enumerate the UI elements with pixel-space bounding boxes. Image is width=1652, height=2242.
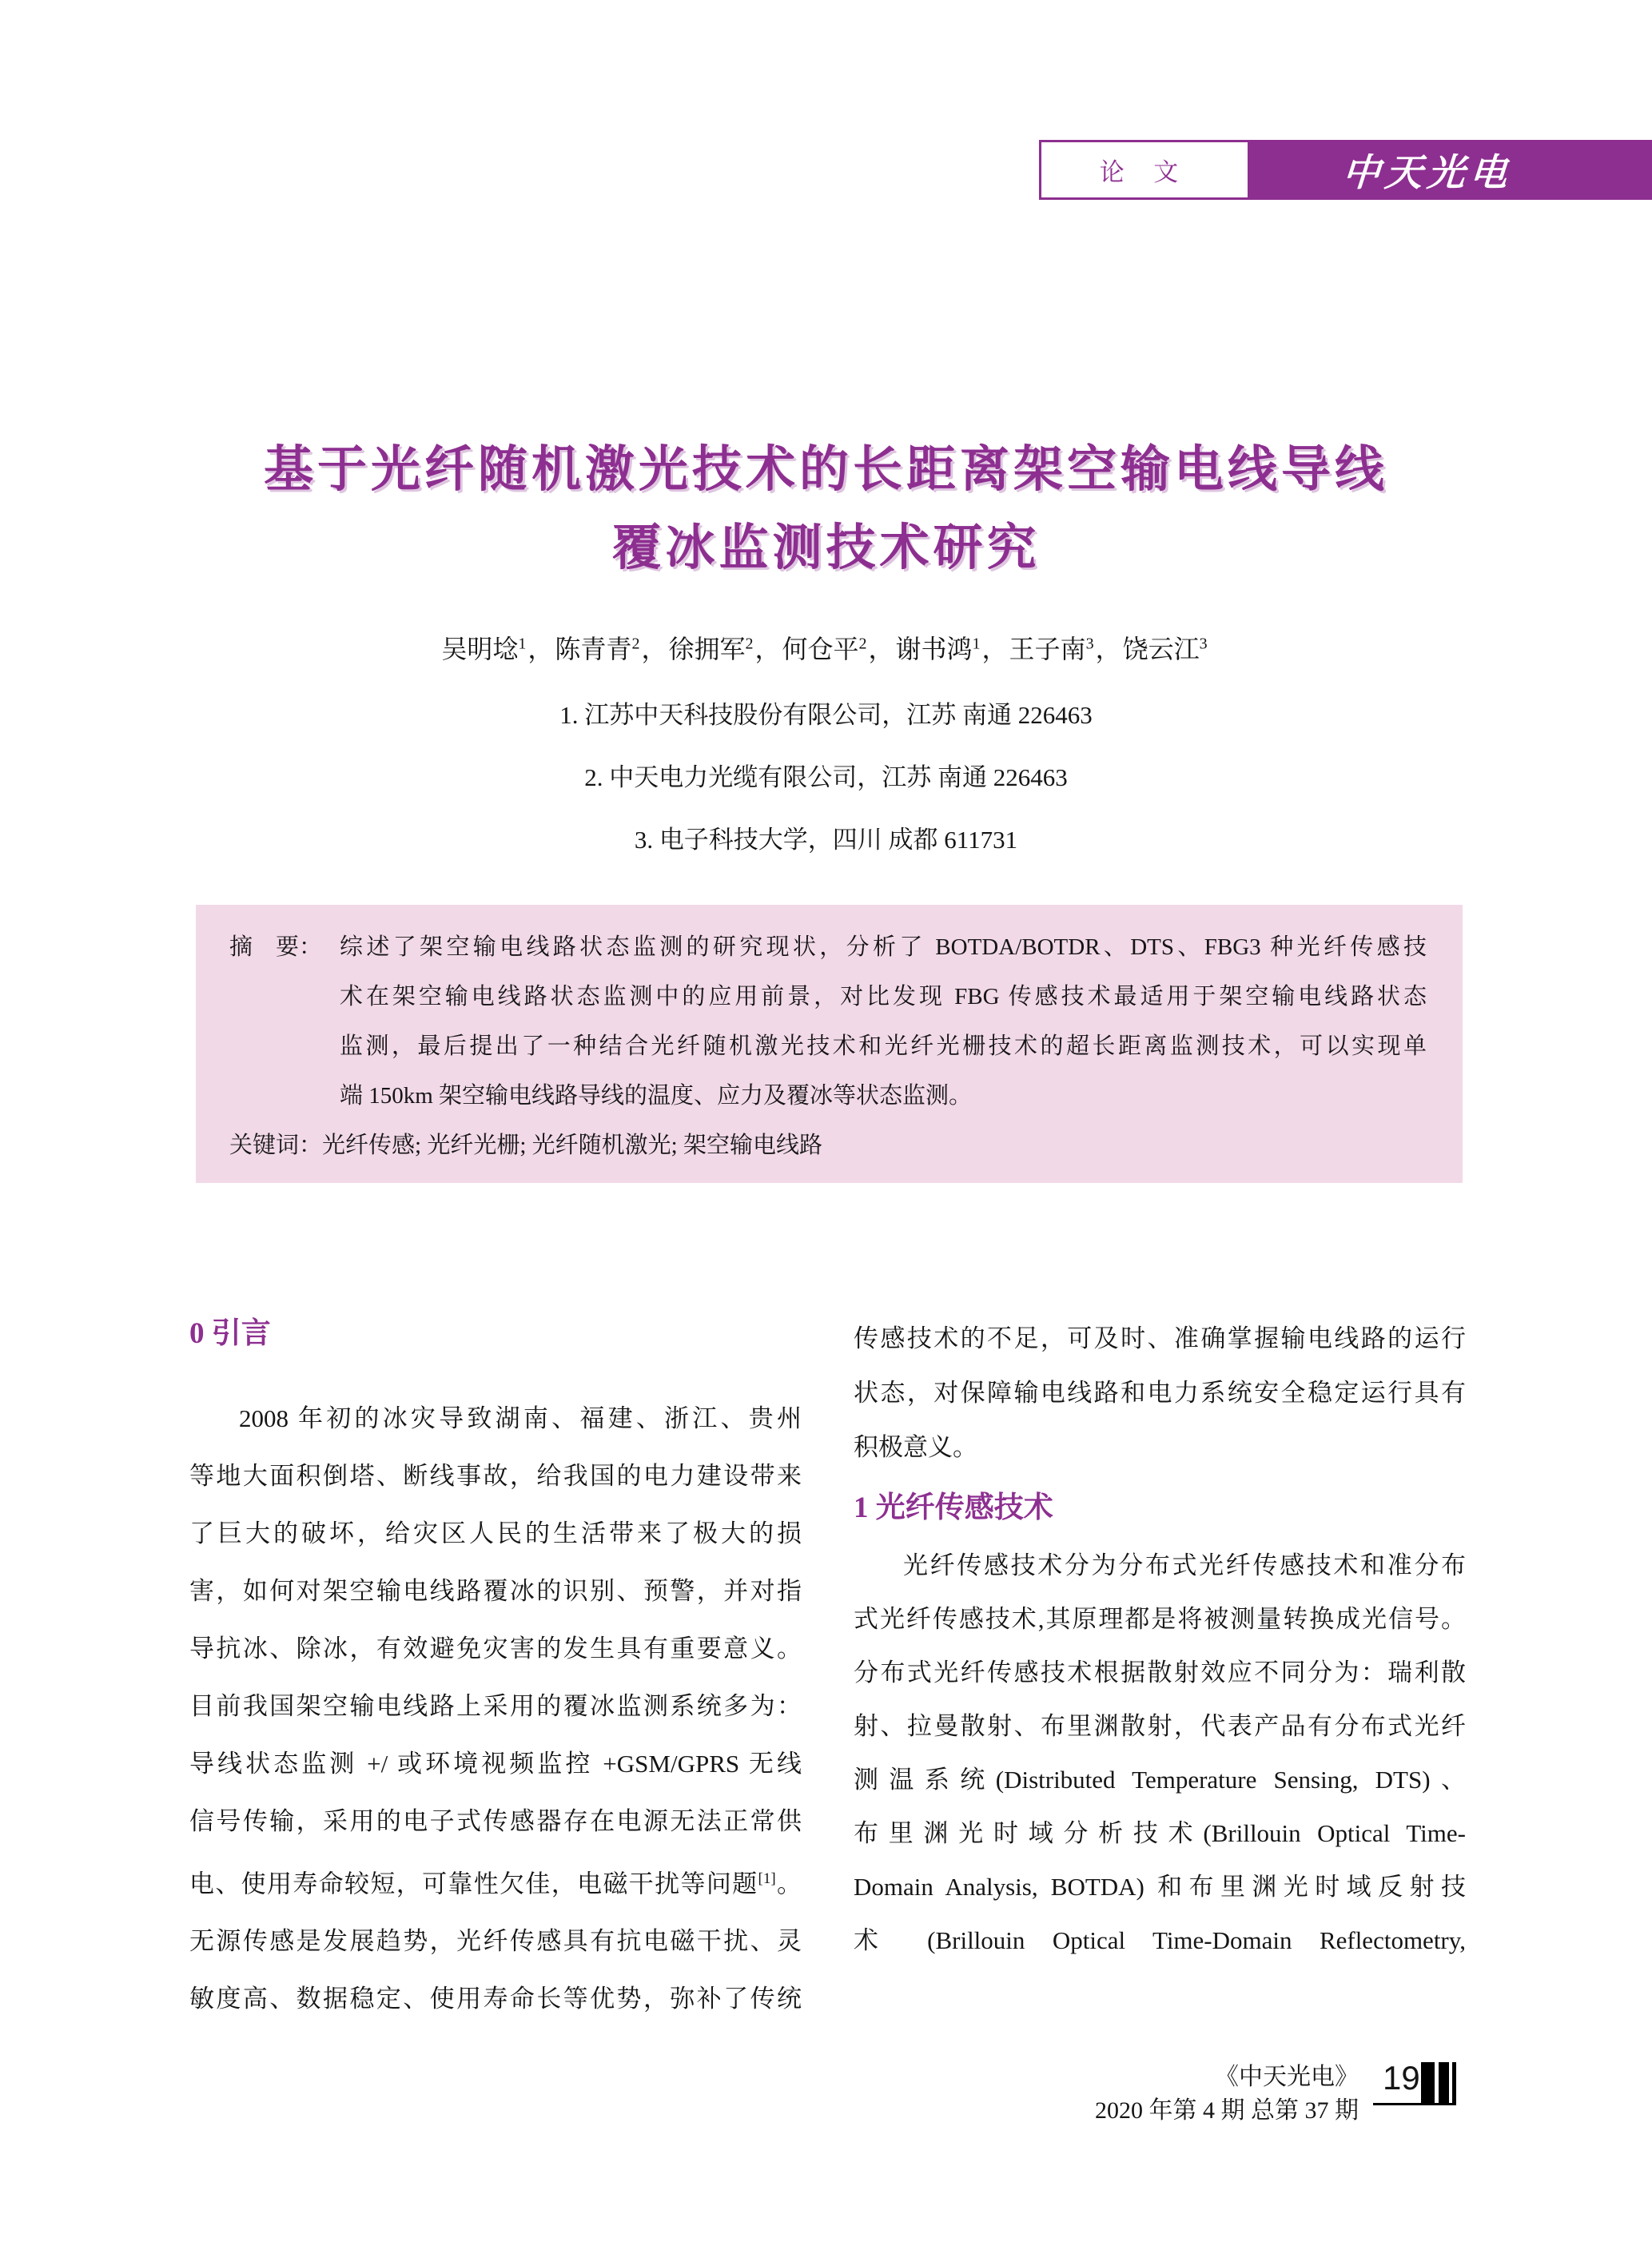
footer-issue-info: 2020 年第 4 期 总第 37 期 [1095, 2097, 1359, 2124]
affiliation-list [0, 684, 1652, 871]
abstract-text: 综述了架空输电线路状态监测的研究现状，分析了 BOTDA/BOTDR、DTS、FBG3 种光纤传感技 [340, 934, 1427, 960]
body-line: 2008 年初的冰灾导致湖南、福建、浙江、贵州 [239, 1404, 802, 1432]
author: 陈青青$^2$， [555, 634, 667, 663]
page-number-rule [1373, 2103, 1456, 2105]
body-line: 无源传感是发展趋势，光纤传感具有抗电磁干扰、灵 [189, 1927, 802, 1956]
body-line: 布里渊光时域分析技术(Brillouin Optical Time- [854, 1819, 1466, 1847]
body-line: 式光纤传感技术,其原理都是将被测量转换成光信号。 [854, 1605, 1466, 1633]
body-line: 光纤传感技术分为分布式光纤传感技术和准分布 [903, 1551, 1466, 1579]
body-line: 害，如何对架空输电线路覆冰的识别、预警，并对指 [189, 1577, 802, 1605]
body-line: 分布式光纤传感技术根据散射效应不同分为：瑞利散 [854, 1659, 1466, 1686]
author: 徐拥军$^2$， [668, 634, 781, 663]
section-heading-0: 0 引言 [189, 1317, 271, 1350]
body-line: 敏度高、数据稳定、使用寿命长等优势，弥补了传统 [189, 1985, 802, 2013]
page-number-block [1373, 2059, 1458, 2105]
body-line: 术 (Brillouin Optical Time-Domain Reflectometry, [854, 1926, 1466, 1954]
article-title-line1: 基于光纤随机激光技术的长距离架空输电线导线 [263, 443, 1388, 497]
keywords-label: 关键词： [229, 1133, 323, 1158]
abstract-line: 端 150km 架空输电线路导线的温度、应力及覆冰等状态监测。 [340, 1083, 973, 1109]
body-line: 了巨大的破坏，给灾区人民的生活带来了极大的损 [189, 1519, 802, 1547]
body-line: 测温系统(Distributed Temperature Sensing, DTS)、 [854, 1766, 1466, 1794]
author: 谢书鸿$^1$， [895, 634, 1008, 663]
author: 王子南$^3$， [1009, 634, 1121, 663]
author-list [0, 619, 1652, 673]
abstract-line: 监测，最后提出了一种结合光纤随机激光技术和光纤光栅技术的超长距离监测技术，可以实现单 [340, 1033, 1427, 1059]
body-line-with-reference: 电、使用寿命较短，可靠性欠佳，电磁干扰等问题[1]。 [189, 1870, 802, 1898]
article-title [0, 442, 1652, 576]
journal-brand-bar [1250, 140, 1652, 200]
article-type-tag [1039, 140, 1250, 200]
body-column-left [189, 1312, 802, 2028]
journal-brand-logo: 中天光电 [1340, 153, 1514, 194]
body-line: 状态，对保障输电线路和电力系统安全稳定运行具有 [854, 1379, 1466, 1407]
page-header [1039, 140, 1652, 200]
abstract-box [196, 905, 1463, 1183]
body-line: Domain Analysis, BOTDA) 和布里渊光时域反射技 [854, 1873, 1466, 1901]
footer-journal-info [1095, 2061, 1359, 2128]
author: 饶云江$^3$ [1122, 634, 1208, 663]
keywords-row [229, 1121, 1427, 1170]
author: 吴明埝$^1$， [441, 634, 554, 663]
section-heading-1: 1 光纤传感技术 [854, 1491, 1053, 1524]
abstract-line: 术在架空输电线路状态监测中的应用前景，对比发现 FBG 传感技术最适用于架空输电线路状态 [340, 984, 1427, 1009]
abstract-line [229, 922, 1427, 972]
body-line: 积极意义。 [854, 1433, 977, 1461]
body-line: 射、拉曼散射、布里渊散射，代表产品有分布式光纤 [854, 1712, 1466, 1740]
fiber-sensing-paragraph [854, 1539, 1466, 1967]
article-title-line2: 覆冰监测技术研究 [611, 521, 1041, 575]
page-number-bars-decoration [1421, 2062, 1456, 2104]
body-line: 导线状态监测 +/ 或环境视频监控 +GSM/GPRS 无线 [189, 1750, 802, 1778]
affiliation-2: 2. 中天电力光缆有限公司，江苏 南通 226463 [584, 763, 1068, 791]
body-line: 导抗冰、除冰，有效避免灾害的发生具有重要意义。 [189, 1635, 802, 1663]
body-line: 目前我国架空输电线路上采用的覆冰监测系统多为： [189, 1692, 802, 1720]
body-column-right [854, 1312, 1466, 1967]
affiliation-1: 1. 江苏中天科技股份有限公司，江苏 南通 226463 [559, 701, 1093, 729]
body-line: 信号传输，采用的电子式传感器存在电源无法正常供 [189, 1807, 802, 1835]
keywords-text: 光纤传感; 光纤光栅; 光纤随机激光; 架空输电线路 [322, 1133, 822, 1158]
affiliation-3: 3. 电子科技大学，四川 成都 611731 [634, 826, 1018, 854]
body-line: 传感技术的不足，可及时、准确掌握输电线路的运行 [854, 1324, 1466, 1352]
citation-marker: [1] [758, 1870, 776, 1887]
author: 何仓平$^2$， [782, 634, 894, 663]
abstract-label: 摘 要： [229, 934, 323, 960]
page-number: 19 [1383, 2059, 1420, 2097]
article-type-label: 论 文 [1099, 158, 1190, 186]
intro-paragraph [189, 1390, 802, 2028]
body-line: 等地大面积倒塔、断线事故，给我国的电力建设带来 [189, 1462, 802, 1490]
paragraph-continuation [854, 1312, 1466, 1475]
footer-journal-name: 《中天光电》 [1215, 2064, 1359, 2090]
